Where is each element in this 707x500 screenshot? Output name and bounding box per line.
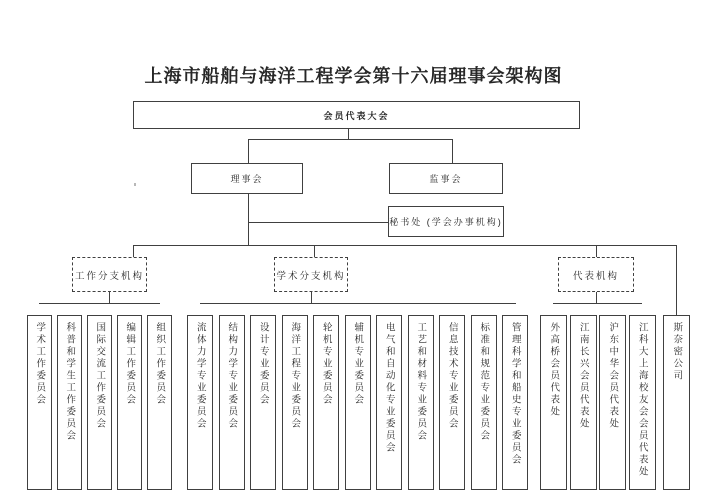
committee-label: 信息技术专业委员会 [446,322,458,430]
sname-company-label: 斯奈密公司 [671,322,683,382]
committee-box [187,315,213,490]
committee-box [117,315,142,490]
branch-academic-box: 学术分支机构 [274,257,348,292]
work-committees-group [27,315,172,490]
committee-label: 电气和自动化专业委员会 [383,322,395,454]
connector-representative-down [596,292,597,303]
connector-academic-down [311,292,312,303]
scan-artifact-dot [134,183,136,186]
representative-offices-group [540,315,656,490]
connector-to-secretariat [248,222,388,223]
connector-assembly-down [348,129,349,139]
committee-label: 流体力学专业委员会 [194,322,206,430]
branch-representative-box: 代表机构 [558,257,634,292]
connector-academic-children-span [200,303,516,304]
committee-label: 编辑工作委员会 [124,322,136,406]
committee-label: 工艺和材料专业委员会 [415,322,427,442]
committee-box [147,315,172,490]
sname-company-box [663,315,690,490]
connector-to-branch-representative [596,245,597,257]
branch-work-box: 工作分支机构 [72,257,147,292]
committee-box [376,315,402,490]
committee-label: 辅机专业委员会 [352,322,364,406]
secretariat-box: 秘书处 (学会办事机构) [388,206,504,237]
committee-box [313,315,339,490]
connector-council-down [248,194,249,246]
supervisory-board-box: 监事会 [389,163,503,194]
committee-label: 学术工作委员会 [34,322,46,406]
connector-row2-span [248,139,453,140]
council-box: 理事会 [191,163,303,194]
committee-box [250,315,276,490]
committee-label: 设计专业委员会 [257,322,269,406]
connector-to-branch-work [133,245,134,257]
committee-box [439,315,465,490]
representative-office-label: 外高桥会员代表处 [548,322,560,418]
representative-office-box [599,315,626,490]
representative-office-box [540,315,567,490]
committee-box [408,315,434,490]
committee-box [282,315,308,490]
connector-to-supervisory [452,139,453,163]
committee-label: 海洋工程专业委员会 [289,322,301,430]
connector-representative-children-span [553,303,642,304]
committee-box [219,315,245,490]
committee-label: 标准和规范专业委员会 [478,322,490,442]
committee-label: 科普和学生工作委员会 [64,322,76,442]
committee-label: 轮机专业委员会 [320,322,332,406]
committee-box [87,315,112,490]
committee-box [27,315,52,490]
committee-box [57,315,82,490]
assembly-box: 会员代表大会 [133,101,580,129]
committee-box [471,315,497,490]
committee-label: 管理科学和船史专业委员会 [509,322,521,466]
committee-label: 组织工作委员会 [154,322,166,406]
committee-box [345,315,371,490]
chart-title: 上海市船舶与海洋工程学会第十六届理事会架构图 [144,66,563,86]
connector-to-sname-company [676,245,677,315]
committee-label: 国际交流工作委员会 [94,322,106,430]
academic-committees-group [187,315,528,490]
representative-office-label: 江南长兴会员代表处 [577,322,589,430]
connector-to-council [248,139,249,163]
committee-box [502,315,528,490]
connector-work-children-span [39,303,160,304]
committee-label: 结构力学专业委员会 [226,322,238,430]
representative-office-box [629,315,656,490]
representative-office-box [570,315,597,490]
connector-to-branch-academic [314,245,315,257]
representative-office-label: 江科大上海校友会会员代表处 [636,322,648,478]
representative-office-label: 沪东中华会员代表处 [607,322,619,430]
connector-work-down [109,292,110,303]
